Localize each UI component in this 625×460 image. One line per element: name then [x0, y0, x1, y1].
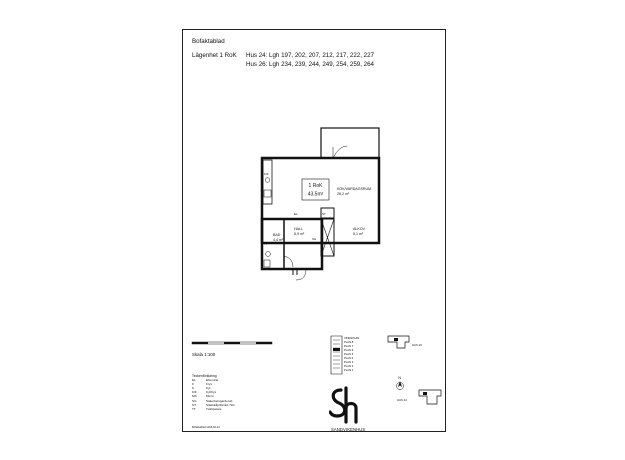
house-26-footprint	[388, 336, 409, 348]
unit-label: 1 RoK	[308, 183, 323, 189]
code-sg: SG	[312, 237, 317, 241]
room-area-hall: 5,9 m²	[294, 232, 305, 236]
unit-type: Lägenhet 1 RoK	[192, 52, 237, 59]
scale-bar	[192, 342, 272, 344]
room-area-alkov: 5,1 m²	[353, 232, 364, 236]
code-kf: K/F	[264, 172, 269, 176]
legend-row: EL Elcentral	[192, 378, 219, 383]
floor-3: PLAN 6	[344, 349, 354, 352]
unit-area: 43,5m²	[307, 191, 324, 198]
room-name-bath: BAD	[273, 233, 281, 237]
legend-row: TT Tvättpelare	[192, 406, 222, 411]
toilet	[264, 260, 270, 267]
room-area-bath: 4,4 m²	[273, 238, 284, 242]
house-24-footprint	[419, 390, 441, 404]
kitchen-counter	[263, 160, 272, 204]
floor-4: PLAN 5	[344, 353, 354, 356]
north-label: N	[398, 376, 402, 380]
sheet-title: Bofaktablad	[192, 38, 225, 45]
legend-row: K/F Kyl/frys	[192, 390, 217, 395]
floor-stack	[331, 336, 342, 374]
house-line-1: Hus 24: Lgh 197, 202, 207, 212, 217, 222, 227	[246, 52, 374, 59]
legend-row: ST Städskåp/förråd i SG	[192, 402, 235, 407]
north-arrow-icon	[397, 381, 404, 390]
legend-title: Teckenförklaring	[192, 374, 217, 378]
code-tt: TT	[264, 242, 268, 246]
brand-name: SANDVIKENHUS	[331, 427, 366, 432]
scale-label: Skala 1:100	[192, 352, 216, 357]
house-a-label: HUS 26	[412, 343, 422, 347]
floor-0: VINDSPLAN	[344, 337, 360, 340]
legend-row: K Kyl	[192, 386, 211, 391]
code-el: EL	[294, 212, 298, 216]
room-area-kitchen: 26,2 m²	[337, 192, 350, 196]
floor-8: PLAN 1	[344, 369, 354, 372]
balcony	[321, 128, 379, 158]
legend	[192, 374, 235, 411]
fact-sheet	[182, 29, 446, 432]
footer-date: Bofaktablad 2015-02-13	[192, 426, 220, 429]
floor-7: PLAN 2	[344, 365, 354, 368]
floor-2: PLAN 7	[344, 345, 354, 348]
legend-row: SG Säkerhetsgarderob	[192, 398, 233, 403]
room-name-alkov: ALKOV	[353, 227, 365, 231]
legend-row: MS Micro	[192, 394, 214, 399]
floor-6: PLAN 3	[344, 361, 354, 364]
room-name-hall: HALL	[294, 227, 303, 231]
house-b-label: HUS 24	[397, 398, 407, 402]
sink	[266, 252, 271, 257]
floor-5: PLAN 4	[344, 357, 354, 360]
room-name-kitchen: KÖK/VARDAGSRUM	[337, 187, 372, 191]
floor-1: PLAN 8	[344, 341, 354, 344]
house-line-2: Hus 26: Lgh 234, 239, 244, 249, 254, 259, 264	[246, 61, 374, 68]
legend-row: F Frys	[192, 382, 213, 387]
code-st: ST	[322, 212, 326, 216]
floor-plan	[183, 30, 447, 433]
sandvikenhus-logo-icon	[329, 386, 359, 426]
